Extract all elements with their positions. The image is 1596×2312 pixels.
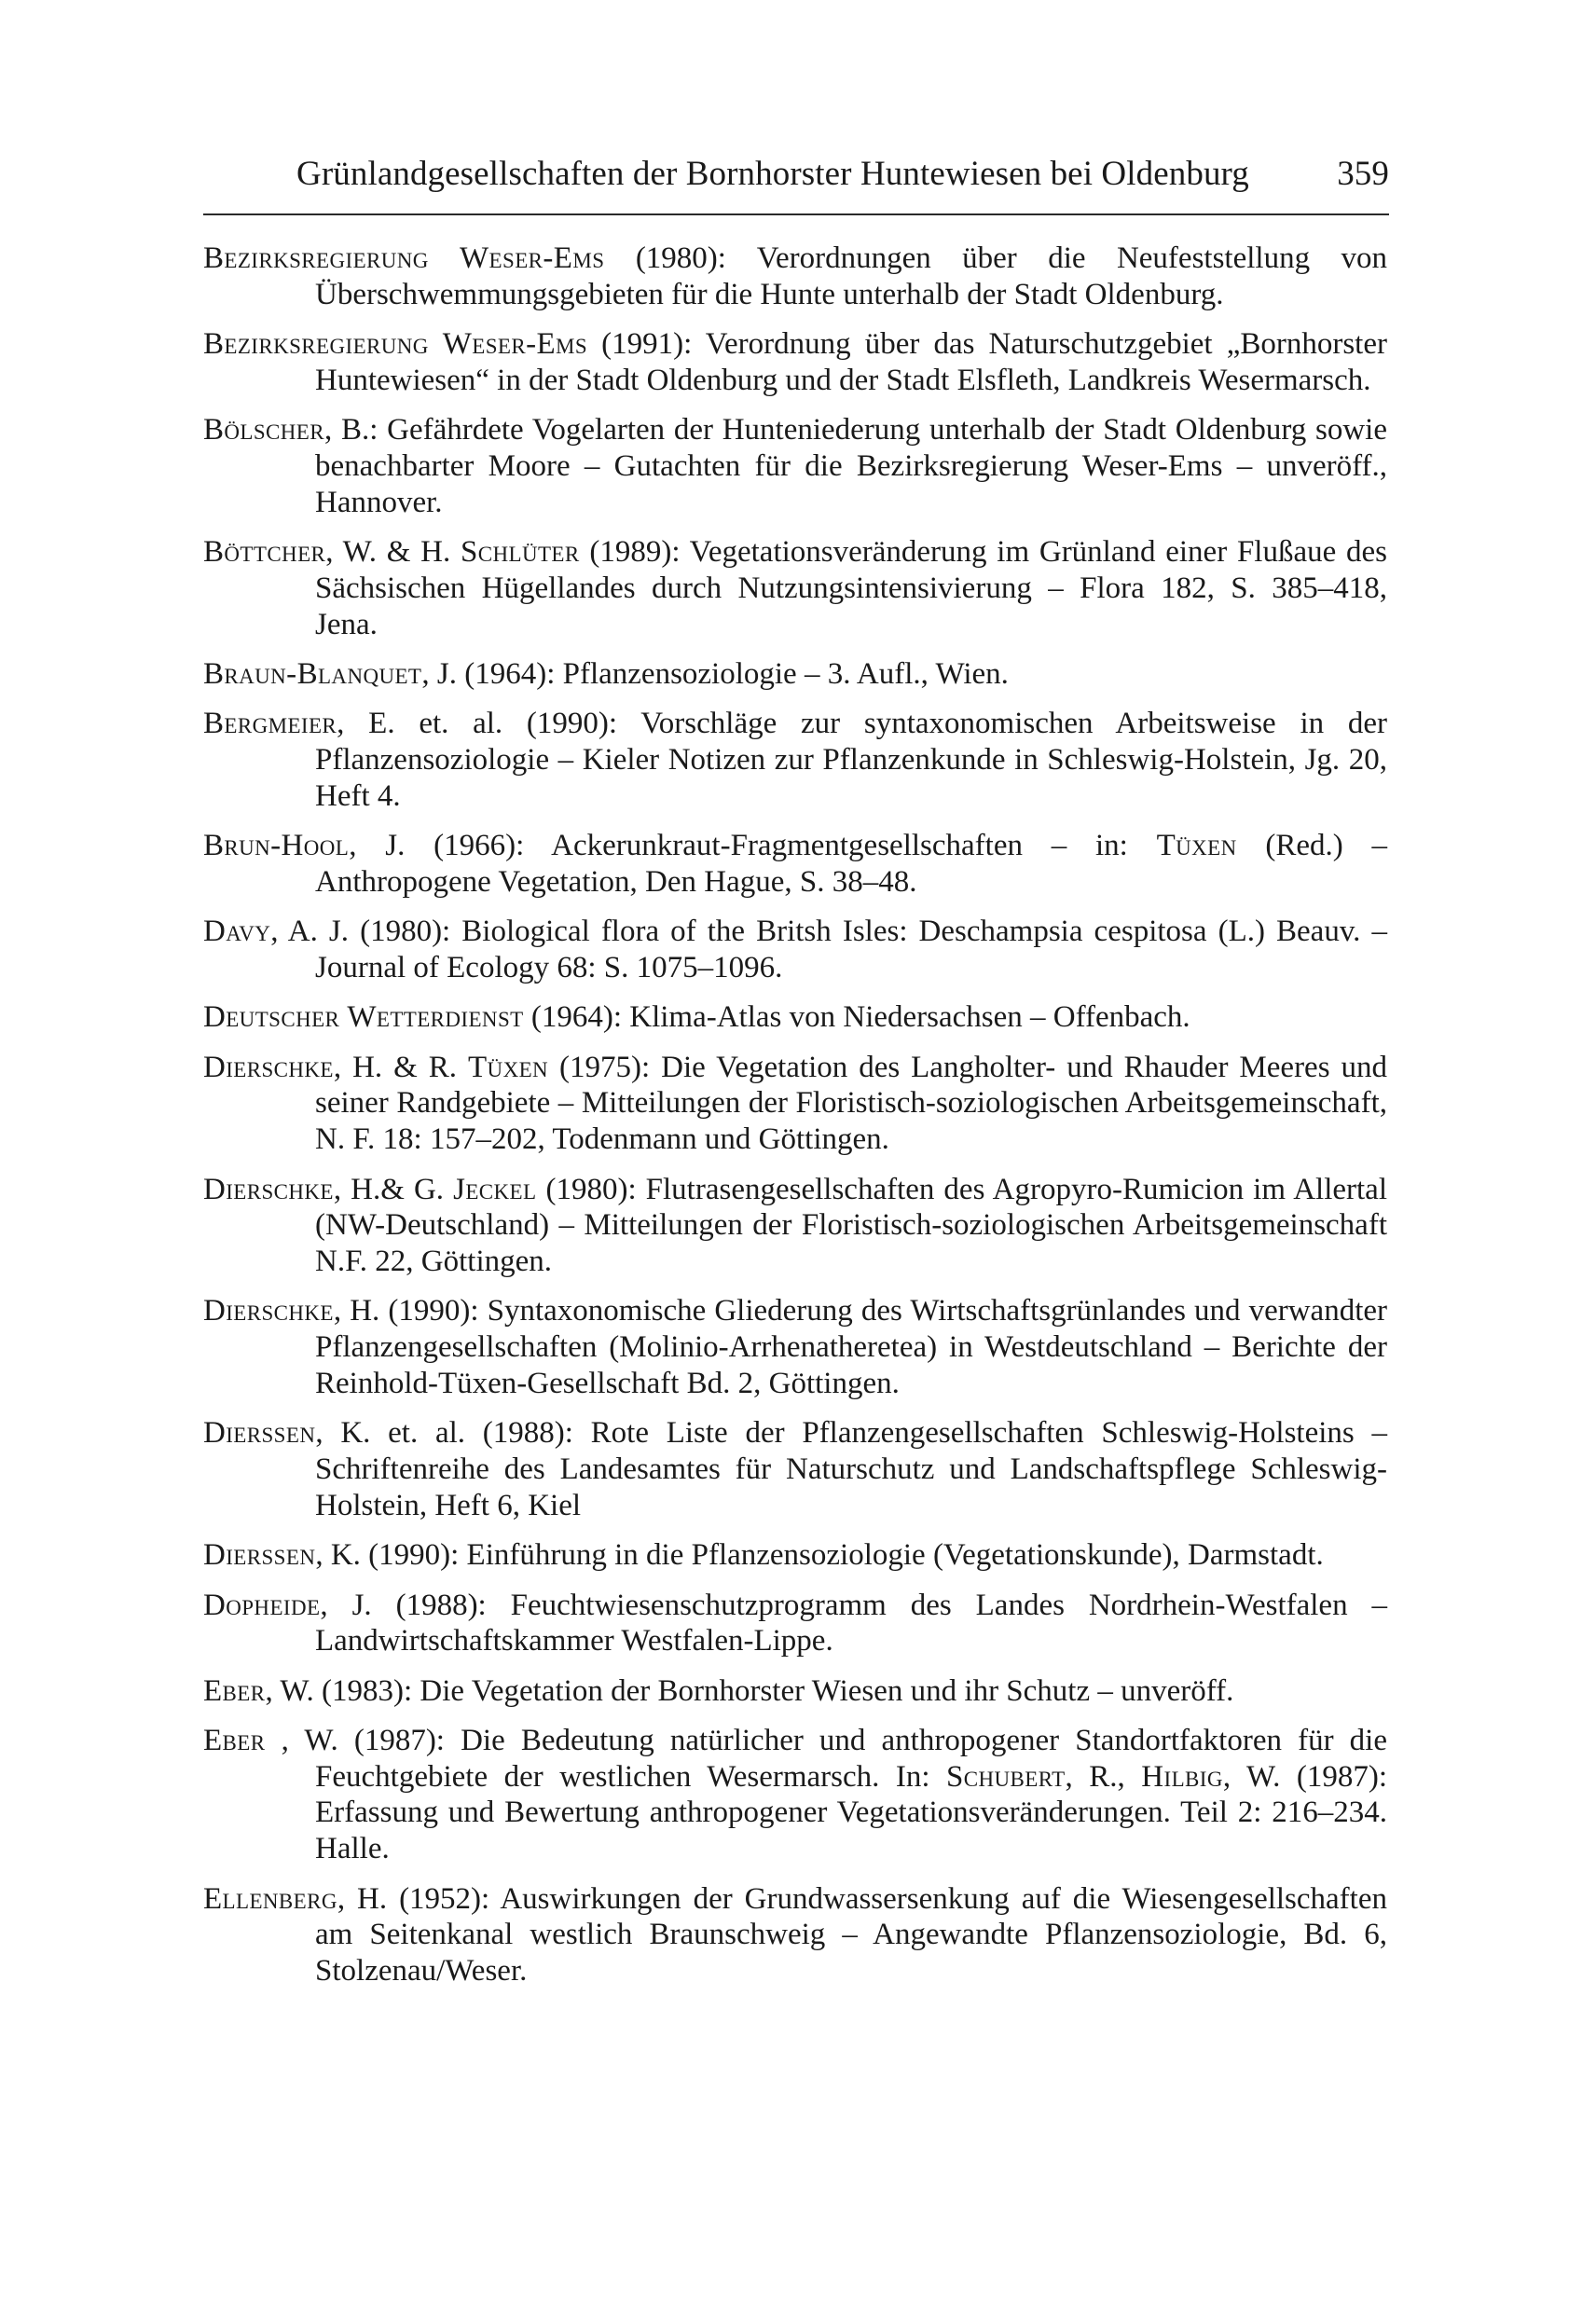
reference-text: , H. (1990): Syntaxonomische Gliederung des Wirtschaftsgrünlandes und verwandter Pflanzengesellschaften (Molinio-Arrhenatheretea) in Westdeutschland – Berichte der Reinhold-Tüxen-Gesellschaft Bd. 2, Göttingen. xyxy=(315,1294,1387,1401)
reference-entry xyxy=(203,1050,1387,1158)
reference-entry xyxy=(203,1537,1387,1574)
reference-entry xyxy=(203,656,1387,693)
reference-author: Hilbig xyxy=(1141,1759,1223,1794)
reference-author: Tüxen xyxy=(1156,829,1237,863)
reference-entry xyxy=(203,412,1387,520)
reference-author: Bölscher xyxy=(203,413,325,447)
reference-text: , J. (1966): Ackerunkraut-Fragmentgesellschaften – in: xyxy=(349,829,1157,863)
reference-list xyxy=(203,241,1387,2002)
reference-author: Jeckel xyxy=(453,1172,537,1206)
reference-text: (Red.) – Anthropogene Vegetation, Den Hague, S. 38–48. xyxy=(315,829,1387,899)
reference-text: (1980): Flutrasengesellschaften des Agropyro-Rumicion im Allertal (NW-Deutschland) – Mitteilungen der Floristisch-soziologischen Arbeitsgemeinschaft N.F. 22, Göttingen. xyxy=(315,1172,1387,1279)
reference-text: (1989): Vegetationsveränderung im Grünland einer Flußaue des Sächsischen Hügellandes durch Nutzungsintensivierung – Flora 182, S. 385–418, Jena. xyxy=(315,535,1387,641)
reference-entry xyxy=(203,1723,1387,1867)
reference-author: Dopheide xyxy=(203,1588,321,1622)
header-rule xyxy=(203,213,1389,215)
reference-text: , H. & R. xyxy=(333,1050,468,1084)
reference-author: Dierssen xyxy=(203,1538,316,1573)
reference-text: , H.& G. xyxy=(333,1172,454,1206)
reference-entry xyxy=(203,828,1387,901)
reference-author: Braun-Blanquet xyxy=(203,656,422,691)
reference-entry xyxy=(203,326,1387,399)
reference-text: (1975): Die Vegetation des Langholter- und Rhauder Meeres und seiner Randgebiete – Mitteilungen der Floristisch-soziologischen Arbeitsgemeinschaft, N. F. 18: 157–202, Todenmann und Göttingen. xyxy=(315,1050,1388,1157)
reference-text: , W. (1987): Erfassung und Bewertung anthropogener Vegetationsveränderungen. Teil 2: 216–234. Halle. xyxy=(315,1759,1388,1866)
reference-author: Eber xyxy=(203,1723,266,1757)
running-head xyxy=(296,154,1389,194)
reference-text: , A. J. (1980): Biological flora of the Britsh Isles: Deschampsia cespitosa (L.) Beauv. – Journal of Ecology 68: S. 1075–1096. xyxy=(270,915,1387,985)
reference-text: , E. et. al. (1990): Vorschläge zur syntaxonomischen Arbeitsweise in der Pflanzensoziologie – Kieler Notizen zur Pflanzenkunde in Schleswig-Holstein, Jg. 20, Heft 4. xyxy=(315,707,1387,813)
reference-entry xyxy=(203,241,1387,313)
reference-text: , W. (1983): Die Vegetation der Bornhorster Wiesen und ihr Schutz – unveröff. xyxy=(265,1673,1234,1708)
reference-author: Schubert xyxy=(946,1759,1066,1794)
reference-entry xyxy=(203,1881,1387,1989)
reference-entry xyxy=(203,706,1387,814)
reference-author: Davy xyxy=(203,915,271,949)
reference-entry xyxy=(203,1673,1387,1710)
reference-entry xyxy=(203,1415,1387,1523)
reference-entry xyxy=(203,1293,1387,1401)
reference-text: , W. (1987): Die Bedeutung natürlicher und anthropogener Standortfaktoren für die Feuchtgebiete der westlichen Wesermarsch. In: xyxy=(265,1723,1387,1794)
reference-text: (1964): Klima-Atlas von Niedersachsen – Offenbach. xyxy=(523,1000,1190,1035)
reference-entry xyxy=(203,534,1387,642)
reference-author: Brun-Hool xyxy=(203,829,350,863)
reference-entry xyxy=(203,999,1387,1036)
reference-entry xyxy=(203,914,1387,986)
reference-author: Böttcher xyxy=(203,535,326,570)
reference-author: Dierschke xyxy=(203,1172,334,1206)
reference-author: Tüxen xyxy=(468,1050,549,1084)
reference-text: , J. (1964): Pflanzensoziologie – 3. Aufl., Wien. xyxy=(421,656,1009,691)
reference-text: , K. (1990): Einführung in die Pflanzensoziologie (Vegetationskunde), Darmstadt. xyxy=(315,1538,1324,1573)
page-number: 359 xyxy=(1337,155,1389,193)
reference-entry xyxy=(203,1172,1387,1280)
reference-author: Bezirksregierung Weser-Ems xyxy=(203,327,588,362)
reference-text: , J. (1988): Feuchtwiesenschutzprogramm des Landes Nordrhein-Westfalen – Landwirtschaftskammer Westfalen-Lippe. xyxy=(315,1588,1387,1658)
reference-author: Schlüter xyxy=(461,535,580,570)
reference-text: , K. et. al. (1988): Rote Liste der Pflanzengesellschaften Schleswig-Holsteins – Schriftenreihe des Landesamtes für Naturschutz und Landschaftspflege Schleswig-Holstein, Heft 6, Kiel xyxy=(315,1416,1387,1522)
reference-text: , W. & H. xyxy=(325,535,461,570)
reference-author: Dierschke xyxy=(203,1294,334,1328)
reference-author: Dierschke xyxy=(203,1050,334,1084)
reference-author: Eber xyxy=(203,1673,266,1708)
reference-author: Bezirksregierung Weser-Ems xyxy=(203,241,605,275)
reference-text: (1991): Verordnung über das Naturschutzgebiet „Bornhorster Huntewiesen“ in der Stadt Oldenburg und der Stadt Elsfleth, Landkreis Wesermarsch. xyxy=(315,327,1387,397)
running-head-title: Grünlandgesellschaften der Bornhorster Huntewiesen bei Oldenburg xyxy=(296,155,1249,193)
reference-author: Dierssen xyxy=(203,1416,316,1451)
reference-text: , B.: Gefährdete Vogelarten der Hunteniederung unterhalb der Stadt Oldenburg sowie benachbarter Moore – Gutachten für die Bezirksregierung Weser-Ems – unveröff., Hannover. xyxy=(315,413,1387,519)
reference-text: , R., xyxy=(1065,1759,1142,1794)
reference-text: (1980): Verordnungen über die Neufeststellung von Überschwemmungsgebieten für die Hunte unterhalb der Stadt Oldenburg. xyxy=(315,241,1387,311)
reference-author: Bergmeier xyxy=(203,707,337,741)
reference-text: , H. (1952): Auswirkungen der Grundwassersenkung auf die Wiesengesellschaften am Seitenkanal westlich Braunschweig – Angewandte Pflanzensoziologie, Bd. 6, Stolzenau/Weser. xyxy=(315,1881,1387,1989)
reference-entry xyxy=(203,1588,1387,1660)
reference-author: Deutscher Wetterdienst xyxy=(203,1000,524,1035)
reference-author: Ellenberg xyxy=(203,1881,337,1916)
